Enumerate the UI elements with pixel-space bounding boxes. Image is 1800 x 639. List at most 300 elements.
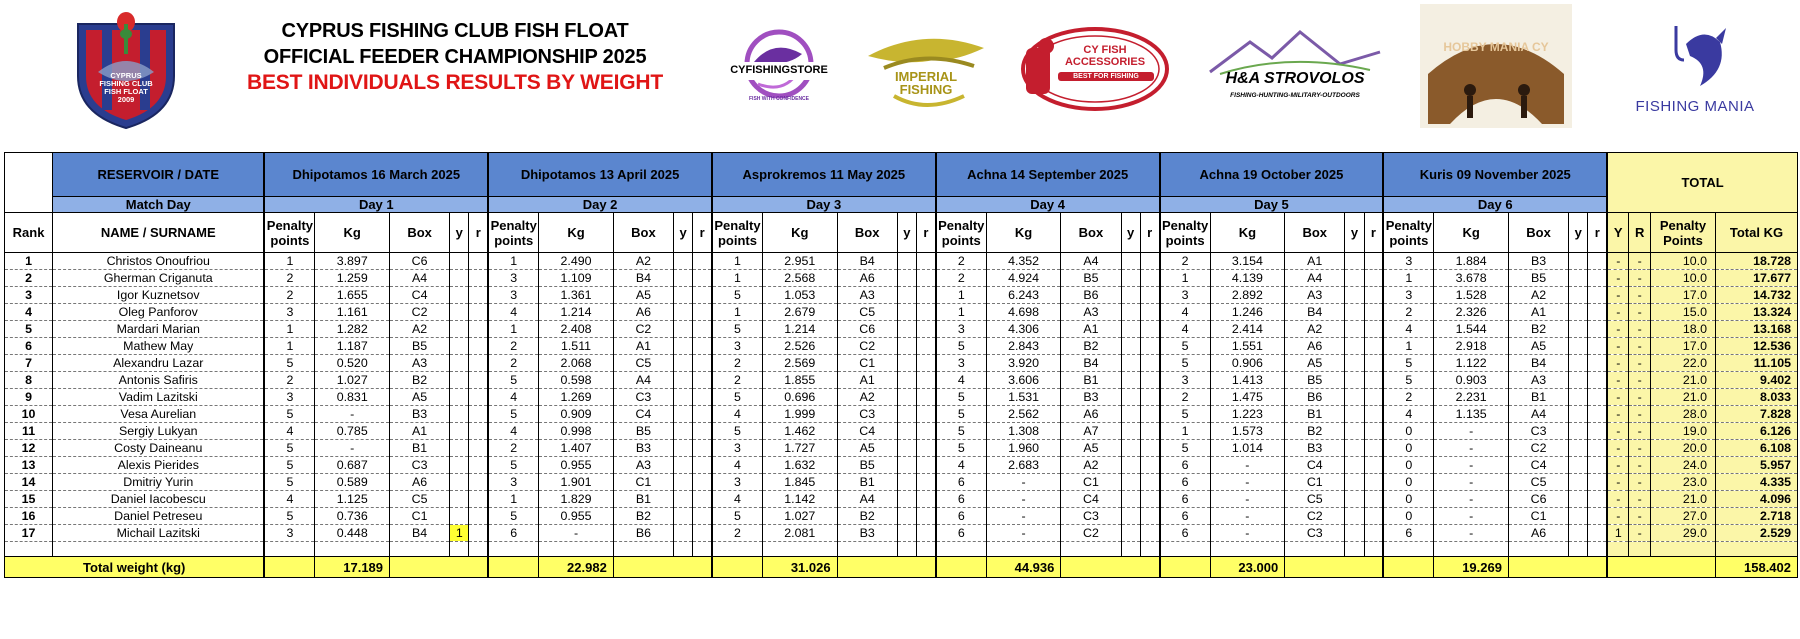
kg-cell: 0.955 bbox=[539, 508, 614, 525]
kg-cell: 2.526 bbox=[763, 338, 838, 355]
box-cell: B6 bbox=[1061, 287, 1121, 304]
box-cell: C3 bbox=[613, 389, 673, 406]
r-cell bbox=[1364, 372, 1383, 389]
y-cell bbox=[1345, 338, 1364, 355]
box-cell: C6 bbox=[837, 321, 897, 338]
box-column-header: Box bbox=[1061, 213, 1121, 253]
y-cell bbox=[450, 304, 469, 321]
penalty-cell: 6 bbox=[488, 525, 539, 542]
total-y-cell: 1 bbox=[1607, 525, 1629, 542]
table-row bbox=[5, 270, 1798, 287]
total-penalty-cell: 27.0 bbox=[1651, 508, 1716, 525]
blank-cell bbox=[917, 542, 936, 557]
y-cell bbox=[897, 406, 916, 423]
rank-cell: 16 bbox=[5, 508, 53, 525]
footer-blank bbox=[1607, 557, 1715, 578]
total-y-cell: - bbox=[1607, 491, 1629, 508]
kg-cell: 0.785 bbox=[315, 423, 390, 440]
y-cell bbox=[450, 423, 469, 440]
r-cell bbox=[917, 440, 936, 457]
penalty-cell: 4 bbox=[1160, 321, 1211, 338]
y-cell bbox=[1121, 474, 1140, 491]
kg-column-header: Kg bbox=[315, 213, 390, 253]
total-r-cell: - bbox=[1629, 321, 1651, 338]
table-row bbox=[5, 457, 1798, 474]
kg-cell: 1.999 bbox=[763, 406, 838, 423]
name-column-header: NAME / SURNAME bbox=[53, 213, 265, 253]
kg-cell: - bbox=[1210, 508, 1285, 525]
box-cell: A6 bbox=[613, 304, 673, 321]
box-cell: A3 bbox=[1061, 304, 1121, 321]
total-r-cell: - bbox=[1629, 355, 1651, 372]
penalty-cell: 1 bbox=[1383, 338, 1434, 355]
y-cell bbox=[673, 372, 692, 389]
y-cell bbox=[1345, 440, 1364, 457]
blank-cell bbox=[936, 542, 987, 557]
box-cell: B3 bbox=[613, 440, 673, 457]
r-cell bbox=[1588, 423, 1607, 440]
box-cell: B5 bbox=[1285, 372, 1345, 389]
y-cell bbox=[1345, 423, 1364, 440]
title-line3: BEST INDIVIDUALS RESULTS BY WEIGHT bbox=[247, 71, 663, 94]
total-y-column-header: Y bbox=[1607, 213, 1629, 253]
penalty-cell: 1 bbox=[712, 270, 763, 287]
box-cell: B1 bbox=[390, 440, 450, 457]
kg-cell: 1.135 bbox=[1434, 406, 1509, 423]
total-kg-cell: 4.335 bbox=[1715, 474, 1797, 491]
kg-cell: 1.214 bbox=[763, 321, 838, 338]
total-penalty-cell: 10.0 bbox=[1651, 270, 1716, 287]
penalty-cell: 3 bbox=[264, 389, 315, 406]
blank-cell bbox=[1285, 542, 1345, 557]
r-cell bbox=[693, 321, 712, 338]
penalty-cell: 3 bbox=[488, 287, 539, 304]
sponsor-cyfish-line3: BEST FOR FISHING bbox=[1058, 72, 1154, 81]
r-cell bbox=[917, 287, 936, 304]
y-cell bbox=[1569, 270, 1588, 287]
blank-cell bbox=[1715, 542, 1797, 557]
sponsor-cyfishingstore-tag: FISH WITH CONFIDENCE bbox=[749, 96, 809, 102]
kg-cell: 2.490 bbox=[539, 253, 614, 270]
r-cell bbox=[917, 304, 936, 321]
y-cell bbox=[897, 389, 916, 406]
r-cell bbox=[693, 389, 712, 406]
footer-blank bbox=[1285, 557, 1384, 578]
r-cell bbox=[1140, 253, 1159, 270]
r-cell bbox=[917, 253, 936, 270]
club-logo-line3: FISH FLOAT bbox=[104, 87, 148, 96]
blank-cell bbox=[1508, 542, 1568, 557]
table-row bbox=[5, 525, 1798, 542]
blank-cell bbox=[450, 542, 469, 557]
rank-cell: 13 bbox=[5, 457, 53, 474]
total-kg-cell: 7.828 bbox=[1715, 406, 1797, 423]
total-y-cell: - bbox=[1607, 372, 1629, 389]
blank-cell bbox=[1210, 542, 1285, 557]
box-cell: B1 bbox=[1508, 389, 1568, 406]
penalty-cell: 0 bbox=[1383, 491, 1434, 508]
blank-cell bbox=[763, 542, 838, 557]
sponsor-ha-tag: FISHING-HUNTING-MILITARY-OUTDOORS bbox=[1230, 92, 1360, 99]
y-cell bbox=[897, 457, 916, 474]
penalty-cell: 1 bbox=[936, 304, 987, 321]
box-cell: C1 bbox=[1061, 474, 1121, 491]
name-cell: Antonis Safiris bbox=[53, 372, 265, 389]
y-cell bbox=[673, 338, 692, 355]
day-label: Day 1 bbox=[264, 197, 488, 213]
box-cell: C6 bbox=[390, 253, 450, 270]
total-kg-cell: 8.033 bbox=[1715, 389, 1797, 406]
total-y-cell: - bbox=[1607, 423, 1629, 440]
box-cell: B2 bbox=[613, 508, 673, 525]
blank-cell bbox=[1434, 542, 1509, 557]
penalty-cell: 3 bbox=[488, 474, 539, 491]
box-cell: A2 bbox=[1285, 321, 1345, 338]
sponsor-fishingmania-name: FISHING MANIA bbox=[1635, 98, 1755, 115]
r-cell bbox=[917, 508, 936, 525]
table-row bbox=[5, 304, 1798, 321]
r-cell bbox=[917, 355, 936, 372]
y-cell bbox=[673, 304, 692, 321]
r-cell bbox=[469, 338, 488, 355]
box-cell: A2 bbox=[390, 321, 450, 338]
r-cell bbox=[1588, 270, 1607, 287]
kg-cell: 0.696 bbox=[763, 389, 838, 406]
box-cell: A2 bbox=[613, 253, 673, 270]
kg-cell: 1.109 bbox=[539, 270, 614, 287]
kg-cell: - bbox=[986, 508, 1061, 525]
y-cell bbox=[450, 372, 469, 389]
penalty-cell: 5 bbox=[264, 440, 315, 457]
kg-column-header: Kg bbox=[986, 213, 1061, 253]
kg-cell: 3.920 bbox=[986, 355, 1061, 372]
kg-cell: 0.831 bbox=[315, 389, 390, 406]
total-penalty-cell: 22.0 bbox=[1651, 355, 1716, 372]
name-cell: Alexandru Lazar bbox=[53, 355, 265, 372]
kg-cell: 0.736 bbox=[315, 508, 390, 525]
box-cell: B6 bbox=[1285, 389, 1345, 406]
y-cell bbox=[450, 253, 469, 270]
day-label: Day 4 bbox=[936, 197, 1160, 213]
total-kg-cell: 11.105 bbox=[1715, 355, 1797, 372]
box-cell: B5 bbox=[837, 457, 897, 474]
y-cell bbox=[1569, 508, 1588, 525]
box-column-header: Box bbox=[1285, 213, 1345, 253]
kg-cell: 1.187 bbox=[315, 338, 390, 355]
table-row bbox=[5, 372, 1798, 389]
box-cell: A3 bbox=[390, 355, 450, 372]
kg-cell: 2.068 bbox=[539, 355, 614, 372]
box-cell: C1 bbox=[1508, 508, 1568, 525]
kg-cell: - bbox=[986, 474, 1061, 491]
penalty-cell: 2 bbox=[1383, 389, 1434, 406]
r-cell bbox=[1364, 491, 1383, 508]
penalty-cell: 4 bbox=[712, 406, 763, 423]
box-cell: A6 bbox=[1508, 525, 1568, 542]
kg-cell: - bbox=[315, 406, 390, 423]
total-weight-label: Total weight (kg) bbox=[5, 557, 265, 578]
penalty-cell: 1 bbox=[1383, 270, 1434, 287]
y-cell bbox=[897, 321, 916, 338]
box-cell: C1 bbox=[837, 355, 897, 372]
y-cell bbox=[1121, 508, 1140, 525]
kg-cell: 1.223 bbox=[1210, 406, 1285, 423]
y-cell bbox=[1569, 321, 1588, 338]
total-kg-cell: 2.718 bbox=[1715, 508, 1797, 525]
y-cell bbox=[673, 321, 692, 338]
y-cell bbox=[1121, 287, 1140, 304]
total-penalty-cell: 21.0 bbox=[1651, 491, 1716, 508]
r-cell bbox=[693, 253, 712, 270]
y-cell bbox=[1345, 389, 1364, 406]
penalty-cell: 5 bbox=[488, 457, 539, 474]
blank-cell bbox=[1160, 542, 1211, 557]
r-cell bbox=[469, 270, 488, 287]
title-line1: CYPRUS FISHING CLUB FISH FLOAT bbox=[281, 20, 629, 42]
box-cell: C4 bbox=[1285, 457, 1345, 474]
rank-column-header: Rank bbox=[5, 213, 53, 253]
table-row bbox=[5, 423, 1798, 440]
penalty-column-header: Penalty points bbox=[264, 213, 315, 253]
box-cell: A3 bbox=[613, 457, 673, 474]
box-cell: C1 bbox=[613, 474, 673, 491]
kg-cell: 0.909 bbox=[539, 406, 614, 423]
name-cell: Oleg Panforov bbox=[53, 304, 265, 321]
box-cell: A4 bbox=[390, 270, 450, 287]
penalty-cell: 2 bbox=[1160, 389, 1211, 406]
kg-cell: - bbox=[1210, 525, 1285, 542]
kg-cell: 3.678 bbox=[1434, 270, 1509, 287]
blank-cell bbox=[693, 542, 712, 557]
box-cell: C4 bbox=[1061, 491, 1121, 508]
r-cell bbox=[469, 423, 488, 440]
y-cell bbox=[450, 270, 469, 287]
kg-cell: 2.918 bbox=[1434, 338, 1509, 355]
penalty-cell: 0 bbox=[1383, 440, 1434, 457]
r-column-header: r bbox=[469, 213, 488, 253]
y-cell bbox=[450, 355, 469, 372]
total-y-cell: - bbox=[1607, 440, 1629, 457]
penalty-cell: 1 bbox=[488, 321, 539, 338]
kg-cell: - bbox=[1434, 457, 1509, 474]
kg-cell: - bbox=[986, 525, 1061, 542]
penalty-cell: 5 bbox=[936, 389, 987, 406]
r-cell bbox=[693, 372, 712, 389]
box-cell: B4 bbox=[613, 270, 673, 287]
r-cell bbox=[1364, 253, 1383, 270]
y-cell bbox=[1345, 457, 1364, 474]
r-cell bbox=[469, 304, 488, 321]
y-cell bbox=[673, 457, 692, 474]
penalty-cell: 5 bbox=[712, 508, 763, 525]
kg-cell: 0.955 bbox=[539, 457, 614, 474]
box-cell: B2 bbox=[837, 508, 897, 525]
box-cell: A6 bbox=[837, 270, 897, 287]
y-cell bbox=[1569, 253, 1588, 270]
r-cell bbox=[1588, 525, 1607, 542]
penalty-cell: 5 bbox=[712, 389, 763, 406]
total-y-cell: - bbox=[1607, 389, 1629, 406]
y-cell bbox=[897, 508, 916, 525]
y-column-header: y bbox=[1345, 213, 1364, 253]
box-cell: A4 bbox=[837, 491, 897, 508]
r-cell bbox=[1588, 304, 1607, 321]
y-cell bbox=[1345, 253, 1364, 270]
name-cell: Daniel Petreseu bbox=[53, 508, 265, 525]
total-y-cell: - bbox=[1607, 287, 1629, 304]
box-cell: A1 bbox=[837, 372, 897, 389]
r-cell bbox=[693, 440, 712, 457]
kg-cell: - bbox=[1434, 423, 1509, 440]
r-cell bbox=[917, 389, 936, 406]
table-row bbox=[5, 338, 1798, 355]
reservoir-date-label: RESERVOIR / DATE bbox=[53, 153, 265, 197]
total-header: TOTAL bbox=[1607, 153, 1797, 213]
kg-cell: 1.122 bbox=[1434, 355, 1509, 372]
box-cell: A5 bbox=[1285, 355, 1345, 372]
penalty-cell: 6 bbox=[1160, 491, 1211, 508]
kg-cell: 0.903 bbox=[1434, 372, 1509, 389]
kg-cell: 1.531 bbox=[986, 389, 1061, 406]
rank-cell: 15 bbox=[5, 491, 53, 508]
penalty-cell: 4 bbox=[936, 372, 987, 389]
match-day-label: Match Day bbox=[53, 197, 265, 213]
y-cell bbox=[673, 423, 692, 440]
box-cell: A1 bbox=[1061, 321, 1121, 338]
total-kg-cell: 13.324 bbox=[1715, 304, 1797, 321]
table-row bbox=[5, 287, 1798, 304]
total-r-cell: - bbox=[1629, 474, 1651, 491]
r-cell bbox=[1588, 440, 1607, 457]
penalty-column-header: Penalty points bbox=[936, 213, 987, 253]
total-penalty-cell: 29.0 bbox=[1651, 525, 1716, 542]
y-cell bbox=[450, 406, 469, 423]
y-cell bbox=[673, 287, 692, 304]
sponsor-ha-name: H&A STROVOLOS bbox=[1225, 70, 1365, 87]
kg-cell: 1.407 bbox=[539, 440, 614, 457]
kg-cell: 6.243 bbox=[986, 287, 1061, 304]
blank-cell bbox=[1569, 542, 1588, 557]
kg-cell: 1.829 bbox=[539, 491, 614, 508]
footer-blank bbox=[1508, 557, 1607, 578]
table-row bbox=[5, 440, 1798, 457]
y-cell bbox=[1345, 508, 1364, 525]
y-cell bbox=[1345, 372, 1364, 389]
kg-cell: - bbox=[1434, 440, 1509, 457]
y-cell bbox=[673, 270, 692, 287]
club-logo-line1: CYPRUS bbox=[110, 71, 142, 80]
rank-cell: 6 bbox=[5, 338, 53, 355]
kg-cell: 2.679 bbox=[763, 304, 838, 321]
kg-cell: 1.282 bbox=[315, 321, 390, 338]
box-cell: B5 bbox=[1061, 270, 1121, 287]
box-column-header: Box bbox=[837, 213, 897, 253]
box-cell: B6 bbox=[613, 525, 673, 542]
kg-cell: 1.214 bbox=[539, 304, 614, 321]
box-cell: B2 bbox=[1061, 338, 1121, 355]
name-cell: Sergiy Lukyan bbox=[53, 423, 265, 440]
day-total-weight: 17.189 bbox=[315, 557, 390, 578]
r-cell bbox=[1140, 508, 1159, 525]
kg-cell: 1.855 bbox=[763, 372, 838, 389]
box-cell: B4 bbox=[837, 253, 897, 270]
r-cell bbox=[1140, 321, 1159, 338]
kg-cell: 1.727 bbox=[763, 440, 838, 457]
r-cell bbox=[1588, 355, 1607, 372]
box-cell: C5 bbox=[390, 491, 450, 508]
r-cell bbox=[1588, 491, 1607, 508]
total-penalty-cell: 24.0 bbox=[1651, 457, 1716, 474]
day-reservoir-header: Asprokremos 11 May 2025 bbox=[712, 153, 936, 197]
y-cell bbox=[1121, 423, 1140, 440]
r-cell bbox=[469, 389, 488, 406]
box-cell: C2 bbox=[613, 321, 673, 338]
kg-cell: 1.960 bbox=[986, 440, 1061, 457]
blank-cell bbox=[673, 542, 692, 557]
rank-cell: 7 bbox=[5, 355, 53, 372]
total-kg-column-header: Total KG bbox=[1715, 213, 1797, 253]
y-column-header: y bbox=[673, 213, 692, 253]
footer-blank bbox=[1160, 557, 1211, 578]
y-cell bbox=[1121, 338, 1140, 355]
penalty-cell: 3 bbox=[488, 270, 539, 287]
y-cell bbox=[450, 389, 469, 406]
y-cell bbox=[450, 457, 469, 474]
r-cell bbox=[1588, 474, 1607, 491]
y-cell bbox=[1345, 525, 1364, 542]
penalty-cell: 5 bbox=[936, 440, 987, 457]
penalty-cell: 2 bbox=[264, 270, 315, 287]
kg-cell: 3.606 bbox=[986, 372, 1061, 389]
total-r-cell: - bbox=[1629, 440, 1651, 457]
r-column-header: r bbox=[917, 213, 936, 253]
box-cell: C2 bbox=[1285, 508, 1345, 525]
kg-cell: 1.632 bbox=[763, 457, 838, 474]
total-kg-cell: 12.536 bbox=[1715, 338, 1797, 355]
kg-cell: - bbox=[1210, 491, 1285, 508]
name-cell: Igor Kuznetsov bbox=[53, 287, 265, 304]
name-cell: Costy Daineanu bbox=[53, 440, 265, 457]
kg-cell: 0.687 bbox=[315, 457, 390, 474]
y-cell bbox=[1121, 253, 1140, 270]
total-kg-cell: 9.402 bbox=[1715, 372, 1797, 389]
table-row bbox=[5, 321, 1798, 338]
kg-cell: 1.014 bbox=[1210, 440, 1285, 457]
y-cell bbox=[450, 321, 469, 338]
kg-cell: 2.569 bbox=[763, 355, 838, 372]
box-cell: C4 bbox=[1508, 457, 1568, 474]
day-reservoir-header: Achna 19 October 2025 bbox=[1160, 153, 1384, 197]
sponsor-fishingmania-logo bbox=[1620, 20, 1770, 120]
sponsor-cyfish-line1: CY FISH bbox=[1083, 44, 1127, 56]
table-row bbox=[5, 508, 1798, 525]
kg-cell: 0.998 bbox=[539, 423, 614, 440]
box-cell: B2 bbox=[1508, 321, 1568, 338]
y-column-header: y bbox=[450, 213, 469, 253]
name-cell: Christos Onoufriou bbox=[53, 253, 265, 270]
y-cell bbox=[1345, 270, 1364, 287]
y-cell: 1 bbox=[450, 525, 469, 542]
grand-total-weight: 158.402 bbox=[1715, 557, 1797, 578]
kg-cell: 1.246 bbox=[1210, 304, 1285, 321]
r-cell bbox=[1140, 338, 1159, 355]
footer-blank bbox=[390, 557, 489, 578]
penalty-cell: 6 bbox=[1160, 474, 1211, 491]
blank-cell bbox=[1345, 542, 1364, 557]
total-r-cell: - bbox=[1629, 406, 1651, 423]
r-cell bbox=[1588, 253, 1607, 270]
r-cell bbox=[693, 355, 712, 372]
